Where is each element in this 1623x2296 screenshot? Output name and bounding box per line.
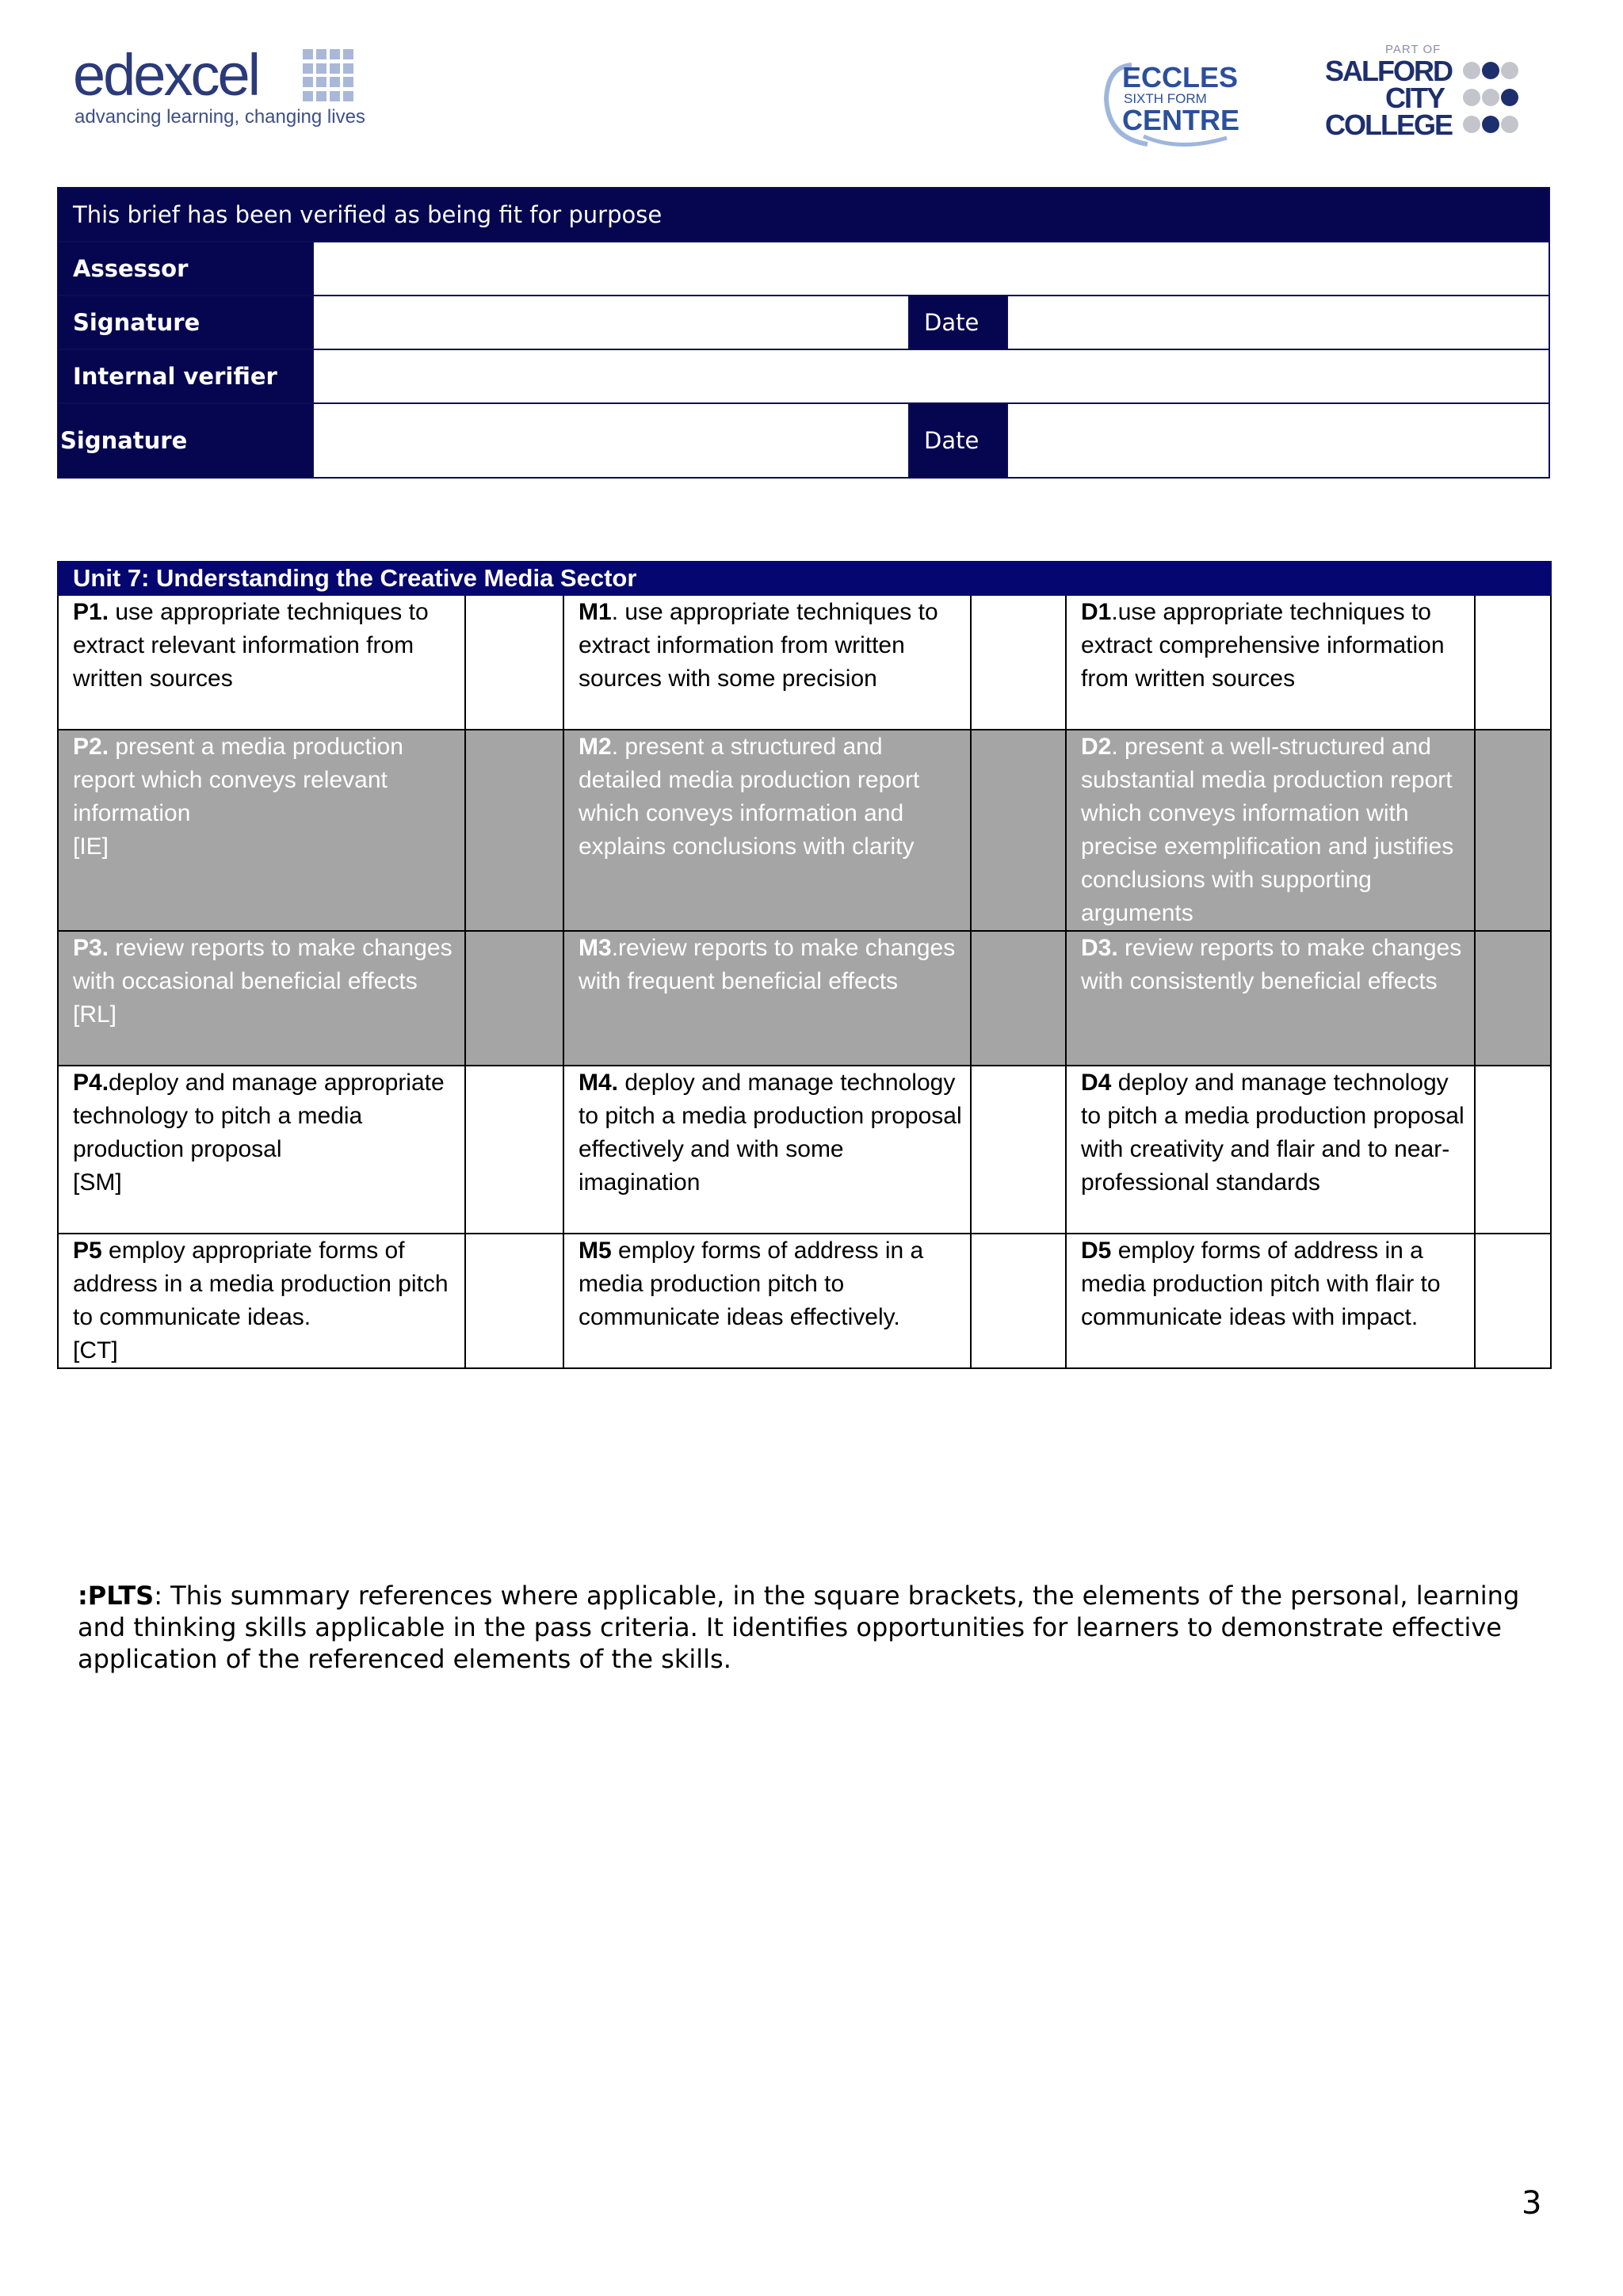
unit-title: Unit 7: Understanding the Creative Media Sector — [58, 562, 1551, 595]
distinction-criterion: D1.use appropriate techniques to extract comprehensive information from written sources — [1066, 595, 1475, 730]
date2-field[interactable] — [1007, 403, 1549, 478]
distinction-criterion: D4 deploy and manage technology to pitch a media production proposal with creativity and flair and to near-professional standards — [1066, 1066, 1475, 1234]
pass-tick-cell[interactable] — [465, 1066, 563, 1234]
distinction-tick-cell[interactable] — [1475, 931, 1551, 1066]
distinction-tick-cell[interactable] — [1475, 1234, 1551, 1368]
internal-verifier-label: Internal verifier — [58, 349, 313, 403]
salford-dot-icon — [1463, 62, 1480, 79]
distinction-criterion: D2. present a well-structured and substantial media production report which conveys information with precise exemplification and justifies conclusions with supporting arguments — [1066, 730, 1475, 931]
merit-tick-cell[interactable] — [971, 1234, 1066, 1368]
merit-tick-cell[interactable] — [971, 595, 1066, 730]
pass-criterion: P1. use appropriate techniques to extract relevant information from written sources — [58, 595, 465, 730]
salford-dot-icon — [1482, 89, 1499, 106]
date-label: Date — [909, 296, 1007, 349]
verification-heading: This brief has been verified as being fit for purpose — [58, 188, 1549, 242]
eccles-line1: ECCLES — [1122, 61, 1239, 93]
assessor-label: Assessor — [58, 242, 313, 296]
salford-line2: CITY — [1385, 82, 1445, 114]
criteria-row — [58, 730, 1551, 931]
pass-tick-cell[interactable] — [465, 595, 563, 730]
plts-code: [RL] — [73, 1001, 117, 1028]
criteria-row — [58, 931, 1551, 1066]
merit-criterion: M2. present a structured and detailed media production report which conveys information and explains conclusions with clarity — [563, 730, 971, 931]
salford-dot-icon — [1482, 116, 1499, 133]
distinction-criterion: D5 employ forms of address in a media production pitch with flair to communicate ideas with impact. — [1066, 1234, 1475, 1368]
salford-dot-icon — [1501, 89, 1518, 106]
salford-part-of: PART OF — [1385, 43, 1442, 56]
merit-criterion: M5 employ forms of address in a media production pitch to communicate ideas effectively. — [563, 1234, 971, 1368]
page-number: 3 — [1522, 2185, 1542, 2222]
pass-criterion: P2. present a media production report which conveys relevant information [IE] — [58, 730, 465, 931]
signature2-label: Signature — [58, 403, 313, 478]
criteria-row — [58, 1066, 1551, 1234]
signature2-field[interactable] — [313, 403, 909, 478]
salford-dot-icon — [1501, 116, 1518, 133]
plts-label: :PLTS — [78, 1581, 155, 1611]
distinction-tick-cell[interactable] — [1475, 730, 1551, 931]
edexcel-wordmark: edexcel — [73, 42, 259, 108]
edexcel-tagline: advancing learning, changing lives — [74, 106, 365, 128]
merit-criterion: M1. use appropriate techniques to extract information from written sources with some precision — [563, 595, 971, 730]
distinction-criterion: D3. review reports to make changes with consistently beneficial effects — [1066, 931, 1475, 1066]
merit-tick-cell[interactable] — [971, 1066, 1066, 1234]
plts-code: [IE] — [73, 833, 109, 860]
plts-code: [SM] — [73, 1169, 122, 1196]
edexcel-logo — [73, 42, 374, 133]
pass-criterion: P4.deploy and manage appropriate technology to pitch a media production proposal [SM] — [58, 1066, 465, 1234]
merit-tick-cell[interactable] — [971, 931, 1066, 1066]
date-field[interactable] — [1007, 296, 1549, 349]
salford-line1: SALFORD — [1325, 55, 1452, 87]
plts-code: [CT] — [73, 1337, 118, 1363]
salford-city-college-logo — [1322, 43, 1528, 141]
verification-table — [57, 187, 1550, 479]
eccles-line3: CENTRE — [1122, 104, 1239, 136]
unit-criteria-table — [57, 561, 1552, 1369]
merit-criterion: M4. deploy and manage technology to pitch a media production proposal effectively and with some imagination — [563, 1066, 971, 1234]
distinction-tick-cell[interactable] — [1475, 1066, 1551, 1234]
pass-criterion: P3. review reports to make changes with occasional beneficial effects [RL] — [58, 931, 465, 1066]
criteria-row — [58, 1234, 1551, 1368]
plts-note — [78, 1580, 1552, 1675]
salford-dot-icon — [1501, 62, 1518, 79]
eccles-sixth-form-logo — [1100, 51, 1239, 154]
signature-field[interactable] — [313, 296, 909, 349]
criteria-row — [58, 595, 1551, 730]
salford-dot-icon — [1463, 116, 1480, 133]
assessor-field[interactable] — [313, 242, 1549, 296]
plts-text: : This summary references where applicable, in the square brackets, the elements of the personal, learning and thinking skills applicable in the pass criteria. It identifies opportunities for learners to demonstrate effective application of the referenced elements of the skills. — [78, 1581, 1520, 1674]
pass-tick-cell[interactable] — [465, 730, 563, 931]
salford-dot-icon — [1463, 89, 1480, 106]
pass-criterion: P5 employ appropriate forms of address in a media production pitch to communicate ideas. [CT] — [58, 1234, 465, 1368]
pass-tick-cell[interactable] — [465, 931, 563, 1066]
internal-verifier-field[interactable] — [313, 349, 1549, 403]
distinction-tick-cell[interactable] — [1475, 595, 1551, 730]
edexcel-grid-icon — [303, 49, 355, 101]
merit-tick-cell[interactable] — [971, 730, 1066, 931]
signature-label: Signature — [58, 296, 313, 349]
merit-criterion: M3.review reports to make changes with frequent beneficial effects — [563, 931, 971, 1066]
pass-tick-cell[interactable] — [465, 1234, 563, 1368]
salford-line3: COLLEGE — [1325, 109, 1453, 141]
salford-dot-icon — [1482, 62, 1499, 79]
date2-label: Date — [909, 403, 1007, 478]
eccles-line2: SIXTH FORM — [1124, 91, 1207, 106]
eccles-logo-graphic — [1100, 51, 1239, 154]
